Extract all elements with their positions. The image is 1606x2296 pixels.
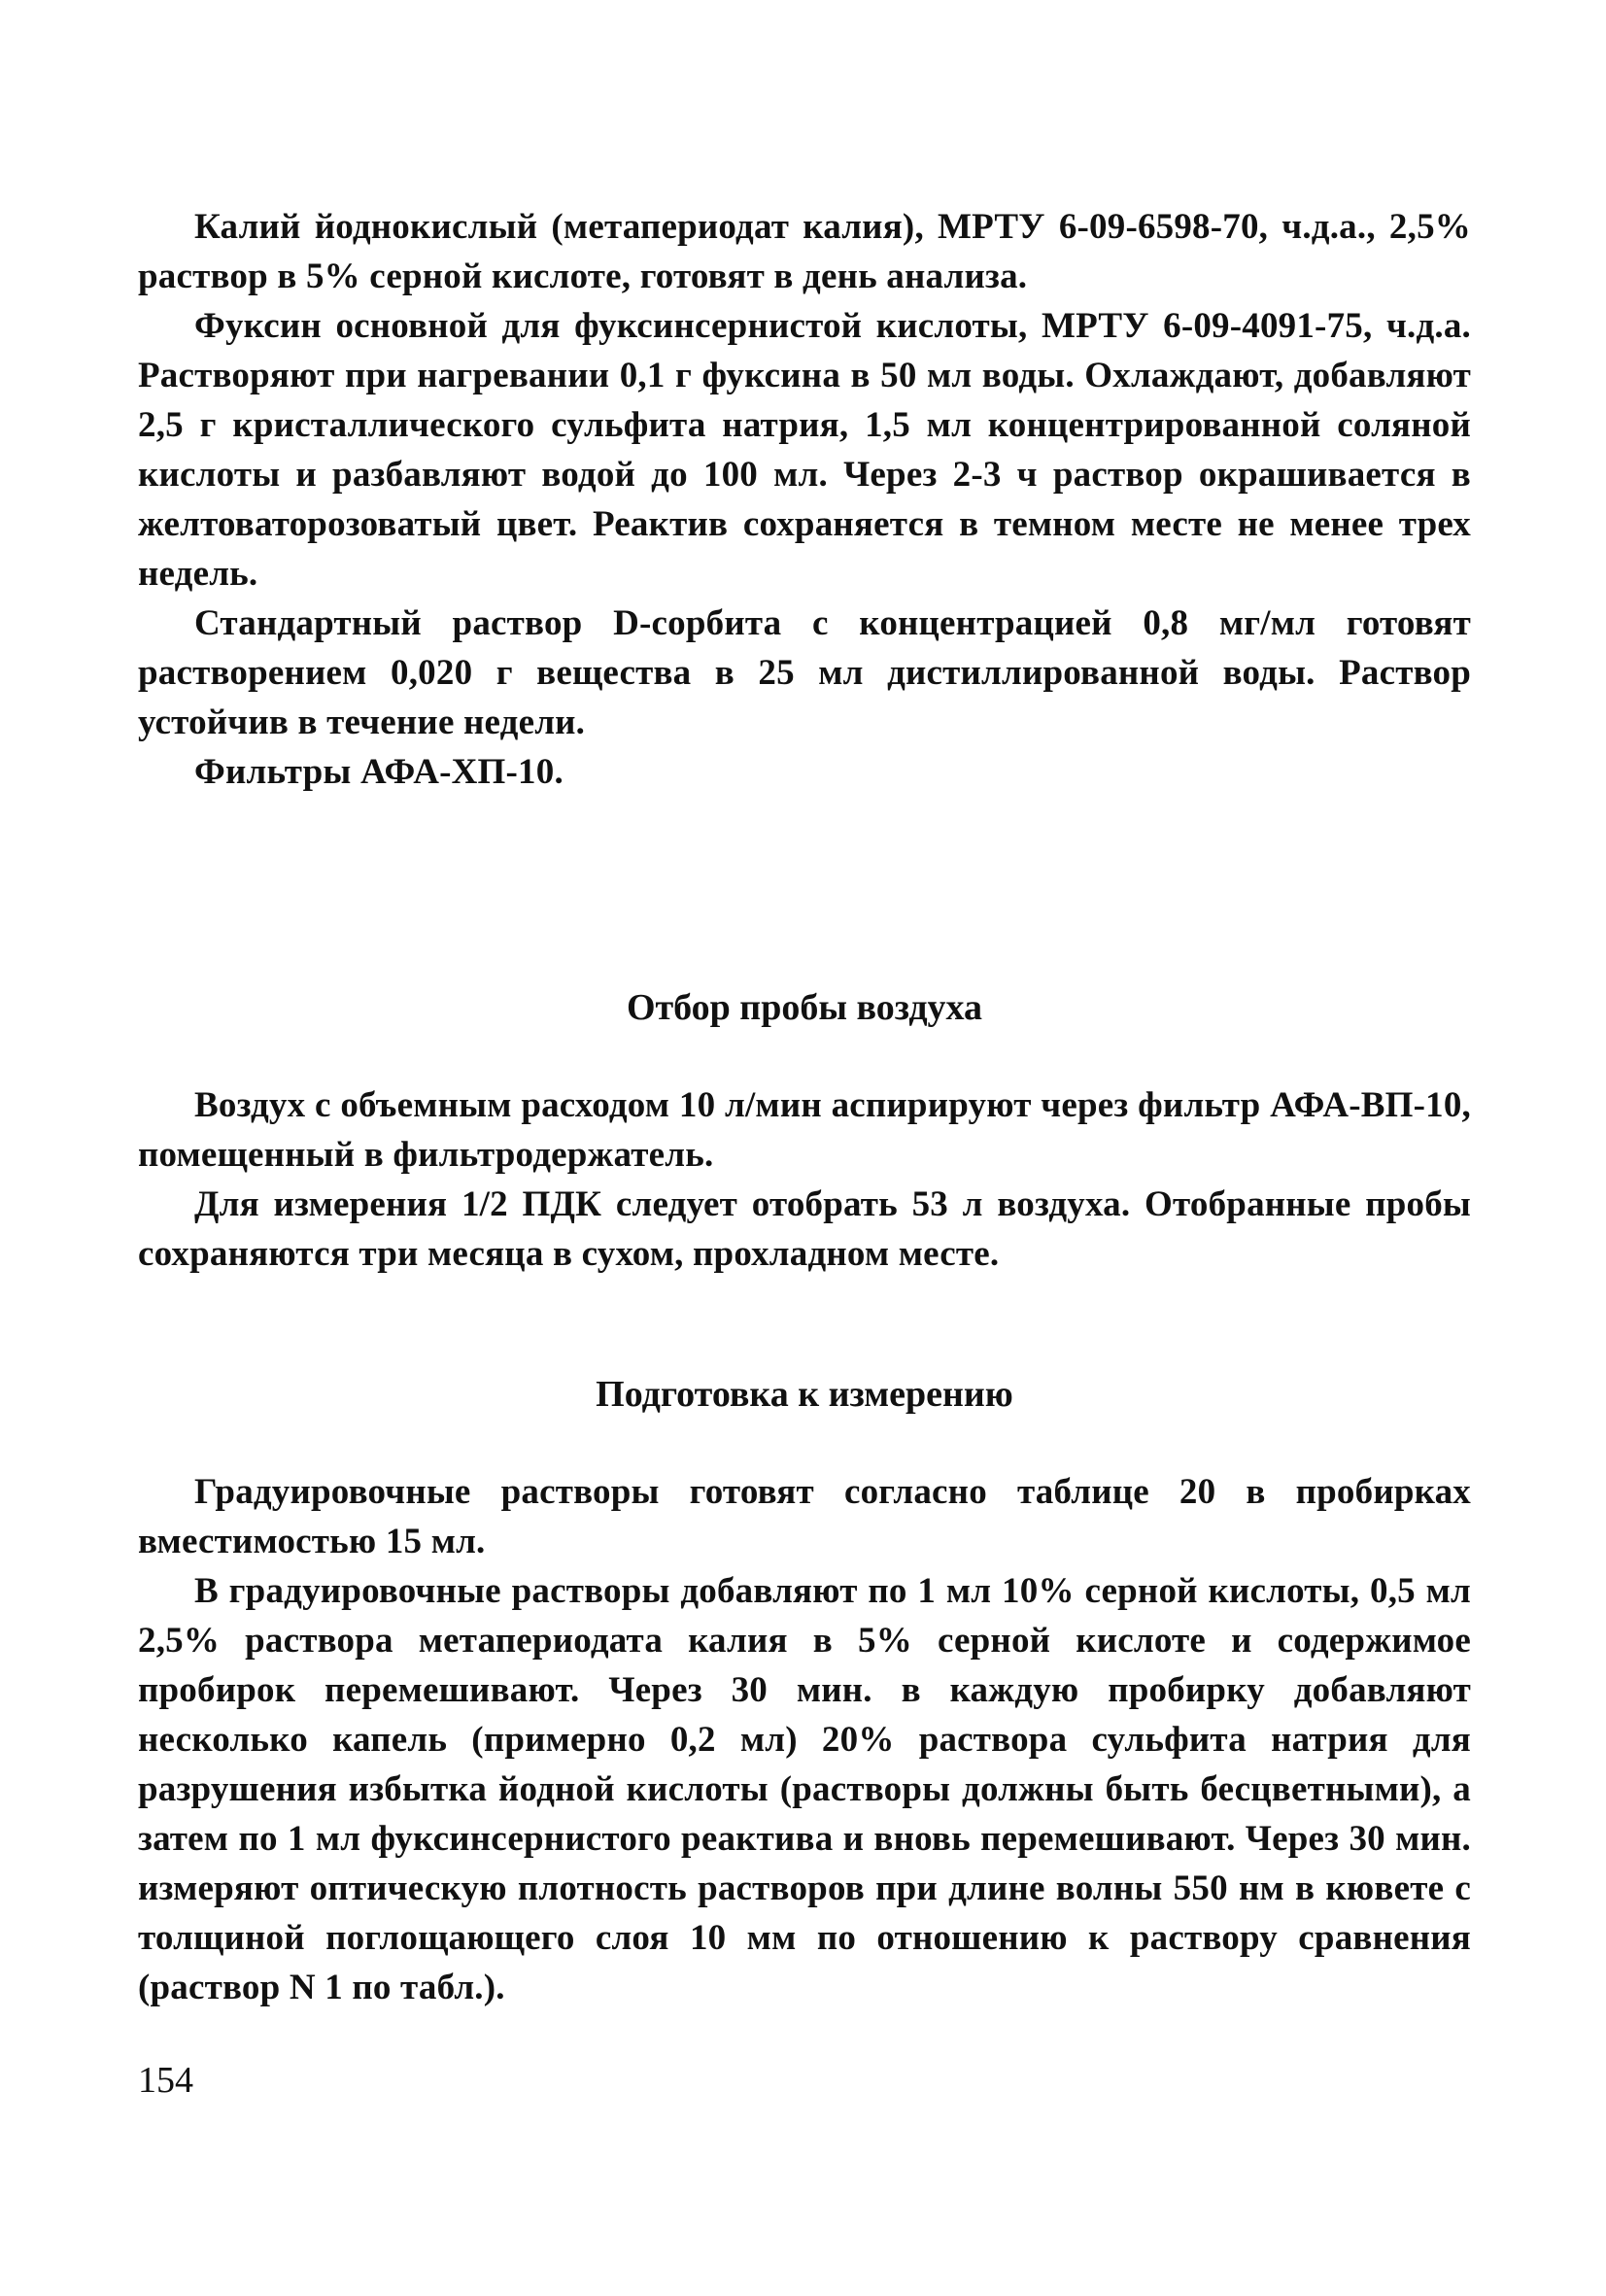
paragraph-filters: Фильтры АФА-ХП-10. <box>194 752 564 792</box>
paragraph-air-flow: Воздух с объемным расходом 10 л/мин аспирируют через фильтр АФА-ВП-10, помещенный в фильтродержатель. <box>138 1085 1471 1175</box>
heading-measurement-prep: Подготовка к измерению <box>596 1374 1013 1415</box>
page-number: 154 <box>138 2060 193 2101</box>
paragraph-sorbitol-standard: Стандартный раствор D-сорбита с концентрацией 0,8 мг/мл готовят растворением 0,020 г вещества в 25 мл дистиллированной воды. Раствор устойчив в течение недели. <box>138 603 1471 742</box>
paragraph-sample-volume: Для измерения 1/2 ПДК следует отобрать 53 л воздуха. Отобранные пробы сохраняются три месяца в сухом, прохладном месте. <box>138 1184 1471 1274</box>
paragraph-procedure: В градуировочные растворы добавляют по 1 мл 10% серной кислоты, 0,5 мл 2,5% раствора метапериодата калия в 5% серной кислоте и содержимое пробирок перемешивают. Через 30 мин. в каждую пробирку добавляют несколько капель (примерно 0,2 мл) 20% раствора сульфита натрия для разрушения избытка йодной кислоты (растворы должны быть бесцветными), а затем по 1 мл фуксинсернистого реактива и вновь перемешивают. Через 30 мин. измеряют оптическую плотность растворов при длине волны 550 нм в кювете с толщиной поглощающего слоя 10 мм по отношению к раствору сравнения (раствор N 1 по табл.). <box>138 1571 1471 2007</box>
paragraph-potassium-periodate: Калий йоднокислый (метапериодат калия), МРТУ 6-09-6598-70, ч.д.а., 2,5% раствор в 5% серной кислоте, готовят в день анализа. <box>138 207 1471 296</box>
air-sampling-section <box>138 1080 1471 1279</box>
reagents-section <box>138 202 1471 797</box>
paragraph-calibration-solutions: Градуировочные растворы готовят согласно таблице 20 в пробирках вместимостью 15 мл. <box>138 1472 1471 1561</box>
paragraph-fuchsin: Фуксин основной для фуксинсернистой кислоты, МРТУ 6-09-4091-75, ч.д.а. Растворяют при нагревании 0,1 г фуксина в 50 мл воды. Охлаждают, добавляют 2,5 г кристаллического сульфита натрия, 1,5 мл концентрированной соляной кислоты и разбавляют водой до 100 мл. Через 2-3 ч раствор окрашивается в желтоваторозоватый цвет. Реактив сохраняется в темном месте не менее трех недель. <box>138 306 1471 594</box>
heading-air-sampling: Отбор пробы воздуха <box>626 987 983 1028</box>
measurement-prep-section <box>138 1467 1471 2012</box>
